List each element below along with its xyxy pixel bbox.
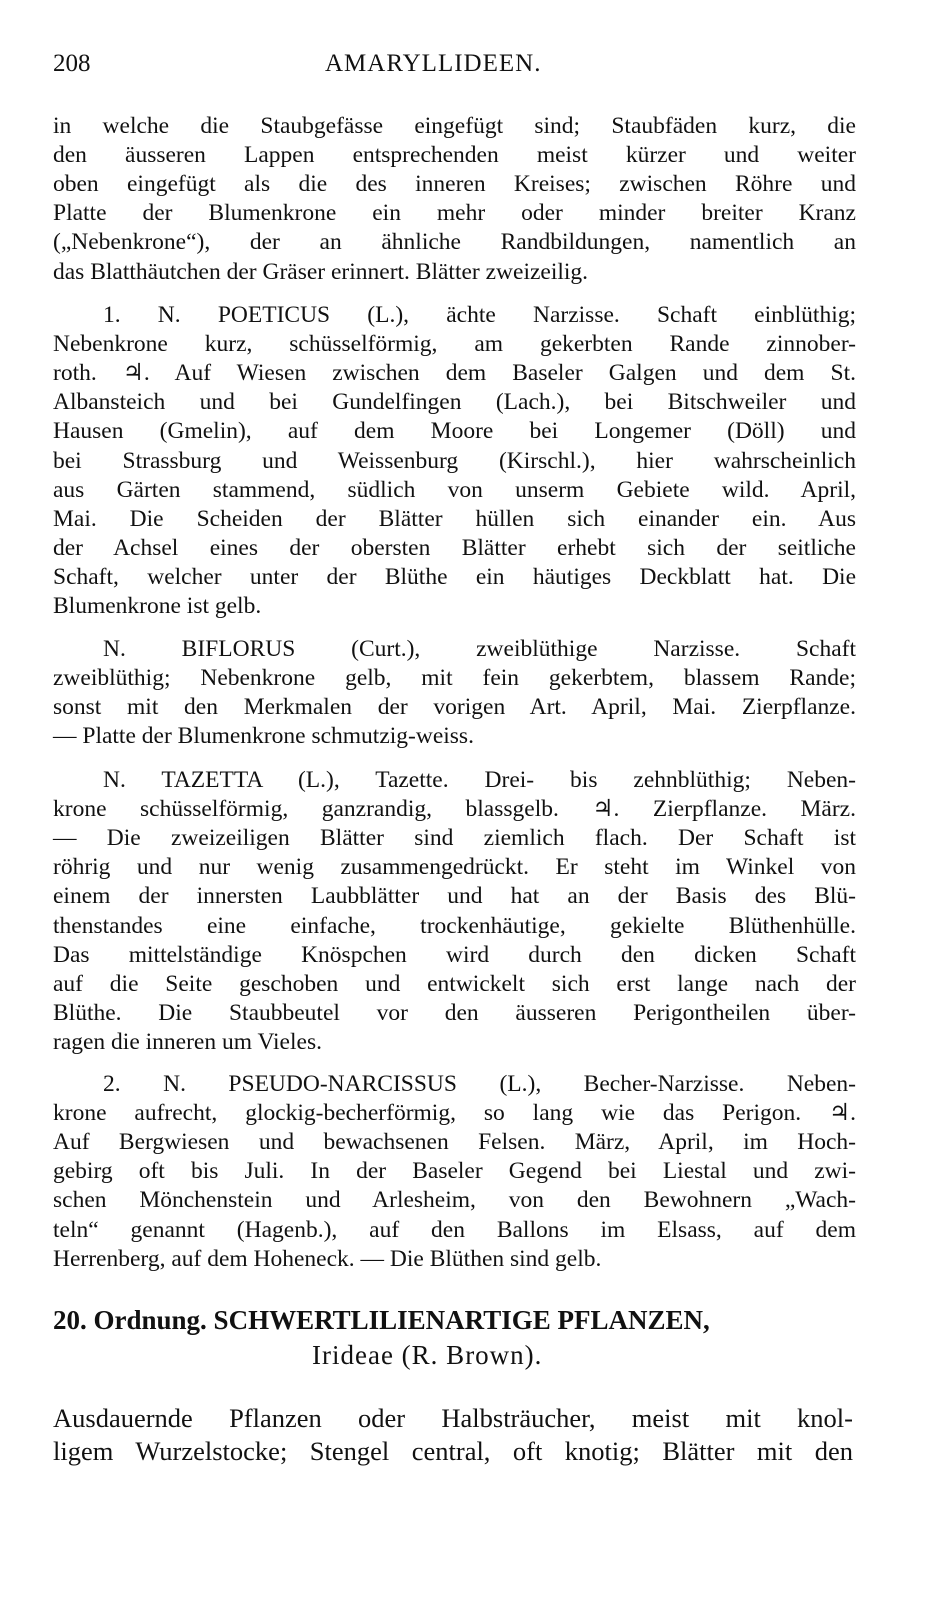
text-line: Mai. Die Scheiden der Blätter hüllen sich einander ein. Aus — [53, 505, 856, 532]
text-line: Herrenberg, auf dem Hoheneck. — Die Blüthen sind gelb. — [53, 1245, 602, 1272]
text-line: krone schüsselförmig, ganzrandig, blassgelb. ♃. Zierpflanze. März. — [53, 796, 856, 823]
text-line: N. BIFLORUS (Curt.), zweiblüthige Narzisse. Schaft — [103, 636, 856, 662]
text-line: N. TAZETTA (L.), Tazette. Drei- bis zehnblüthig; Neben- — [103, 767, 856, 793]
text-line: thenstandes eine einfache, trockenhäutige, gekielte Blüthenhülle. — [53, 912, 856, 939]
text-line: ragen die inneren um Vieles. — [53, 1028, 322, 1055]
text-line: sonst mit den Merkmalen der vorigen Art. April, Mai. Zierpflanze. — [53, 694, 856, 721]
text-line: Blüthe. Die Staubbeutel vor den äusseren Perigontheilen über- — [53, 999, 856, 1026]
text-line: zweiblüthig; Nebenkrone gelb, mit fein gekerbtem, blassem Rande; — [53, 665, 856, 692]
text-line: roth. ♃. Auf Wiesen zwischen dem Baseler Galgen und dem St. — [53, 360, 856, 387]
page-number: 208 — [53, 50, 91, 77]
text-line: 1. N. POETICUS (L.), ächte Narzisse. Schaft einblüthig; — [103, 302, 856, 328]
text-line: — Platte der Blumenkrone schmutzig-weiss. — [53, 723, 474, 750]
section-heading: 20. Ordnung. SCHWERTLILIENARTIGE PFLANZEN, — [53, 1305, 710, 1335]
section-text-line: Ausdauernde Pflanzen oder Halbsträucher, meist mit knol- — [53, 1403, 853, 1433]
text-line: der Achsel eines der obersten Blätter erhebt sich der seitliche — [53, 534, 856, 561]
text-line: oben eingefügt als die des inneren Kreises; zwischen Röhre und — [53, 171, 856, 198]
running-title: AMARYLLIDEEN. — [325, 50, 542, 77]
text-line: Auf Bergwiesen und bewachsenen Felsen. März, April, im Hoch- — [53, 1129, 856, 1156]
text-line: („Nebenkrone“), der an ähnliche Randbildungen, namentlich an — [53, 229, 856, 256]
text-line: gebirg oft bis Juli. In der Baseler Gegend bei Liestal und zwi- — [53, 1158, 856, 1185]
text-line: Blumenkrone ist gelb. — [53, 593, 262, 619]
text-line: den äusseren Lappen entsprechenden meist kürzer und weiter — [53, 142, 856, 169]
text-line: 2. N. PSEUDO-NARCISSUS (L.), Becher-Narzisse. Neben- — [103, 1071, 856, 1097]
text-line: teln“ genannt (Hagenb.), auf den Ballons im Elsass, auf dem — [53, 1216, 856, 1243]
text-line: in welche die Staubgefässe eingefügt sind; Staubfäden kurz, die — [53, 113, 856, 139]
text-line: bei Strassburg und Weissenburg (Kirschl.), hier wahrscheinlich — [53, 447, 856, 474]
text-line: krone aufrecht, glockig-becherförmig, so lang wie das Perigon. ♃. — [53, 1100, 856, 1127]
text-line: Das mittelständige Knöspchen wird durch den dicken Schaft — [53, 941, 856, 968]
text-line: Albansteich und bei Gundelfingen (Lach.), bei Bitschweiler und — [53, 389, 856, 416]
text-line: — Die zweizeiligen Blätter sind ziemlich flach. Der Schaft ist — [53, 825, 856, 852]
text-line: Platte der Blumenkrone ein mehr oder minder breiter Kranz — [53, 200, 856, 227]
section-subheading: Irideae (R. Brown). — [312, 1340, 543, 1370]
text-line: auf die Seite geschoben und entwickelt sich erst lange nach der — [53, 970, 856, 997]
text-line: aus Gärten stammend, südlich von unserm Gebiete wild. April, — [53, 476, 856, 503]
section-text-line: ligem Wurzelstocke; Stengel central, oft knotig; Blätter mit den — [53, 1436, 853, 1466]
text-line: röhrig und nur wenig zusammengedrückt. Er steht im Winkel von — [53, 854, 856, 881]
text-line: Hausen (Gmelin), auf dem Moore bei Longemer (Döll) und — [53, 418, 856, 445]
text-line: Schaft, welcher unter der Blüthe ein häutiges Deckblatt hat. Die — [53, 563, 856, 590]
text-line: einem der innersten Laubblätter und hat an der Basis des Blü- — [53, 883, 856, 910]
text-line: das Blatthäutchen der Gräser erinnert. Blätter zweizeilig. — [53, 258, 589, 285]
text-line: Nebenkrone kurz, schüsselförmig, am gekerbten Rande zinnober- — [53, 331, 856, 358]
text-line: schen Mönchenstein und Arlesheim, von den Bewohnern „Wach- — [53, 1187, 856, 1214]
